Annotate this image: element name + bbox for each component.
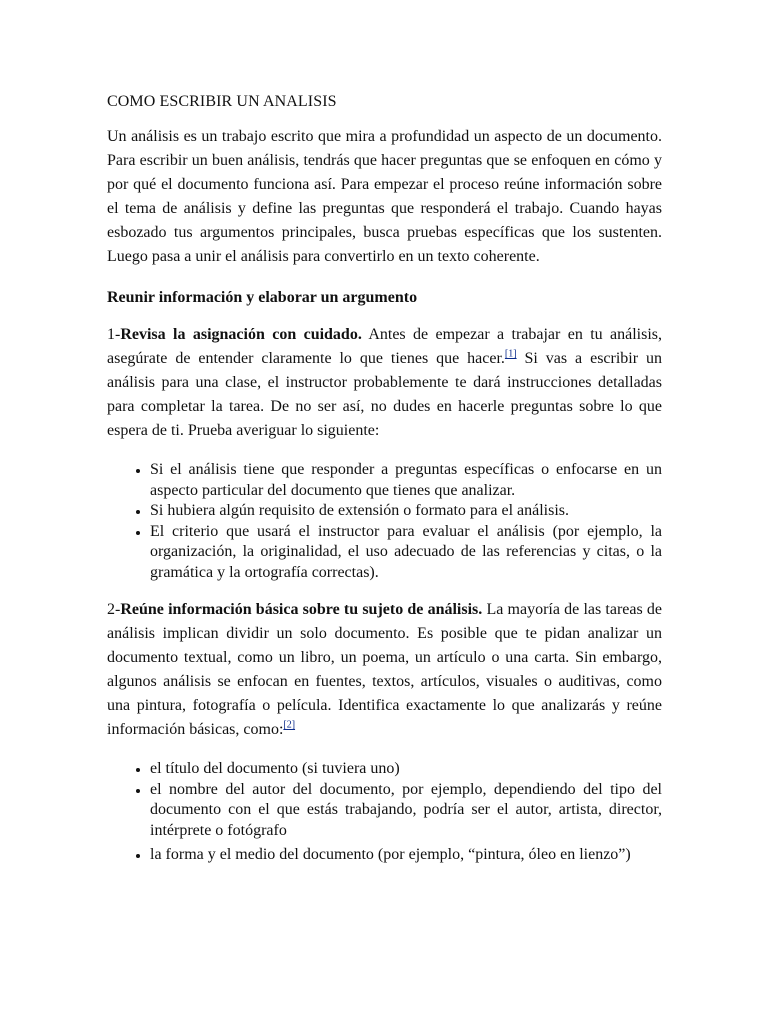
section-heading: Reunir información y elaborar un argumento [107,289,418,306]
list-item: • el título del documento (si tuviera uno) [150,759,662,780]
step1-bullet-list [107,460,662,583]
step2-paragraph [107,598,662,742]
intro-paragraph: Un análisis es un trabajo escrito que mira a profundidad un aspecto de un documento. Para escribir un buen análisis, tendrás que hacer preguntas que se enfoquen en cómo y por qué el documento funciona así. Para empezar el proceso reúne información sobre el tema de análisis y define las preguntas que responderá el trabajo. Cuando hayas esbozado tus argumentos principales, busca pruebas específicas que los sustenten. Luego pasa a unir el análisis para convertirlo en un texto coherente. [107,128,662,265]
step1-text-b: Si vas a escribir un análisis para una clase, el instructor probablemente te dará instrucciones detalladas para completar la tarea. De no ser así, no dudes en hacerle preguntas sobre lo que espera de ti. Prueba averiguar lo siguiente: [107,350,662,439]
step2-bullet-list [107,759,662,866]
step2-lead: Reúne información básica sobre tu sujeto de análisis. [120,601,483,618]
step1-lead: Revisa la asignación con cuidado. [120,326,362,343]
document-title: COMO ESCRIBIR UN ANALISIS [107,93,337,110]
step1-paragraph [107,323,662,443]
list-item: • Si el análisis tiene que responder a preguntas específicas o enfocarse en un aspecto particular del documento que tienes que analizar. [150,460,662,501]
list-item: • la forma y el medio del documento (por ejemplo, “pintura, óleo en lienzo”) [150,845,662,866]
footnote-link-2[interactable]: [2] [283,719,296,731]
footnote-link-1[interactable]: [1] [504,348,517,360]
step1-number: 1- [107,326,121,343]
step1-text-a: Antes de empezar a trabajar en tu análisis, asegúrate de entender claramente lo que tienes que hacer. [107,326,663,367]
step2-text-a: La mayoría de las tareas de análisis implican dividir un solo documento. Es posible que te pidan analizar un documento textual, como un libro, un poema, un artículo o una carta. Sin embargo, algunos análisis se enfocan en fuentes, textos, artículos, visuales o auditivas, como una pintura, fotografía o película. Identifica exactamente lo que analizarás y reúne información básicas, como: [107,601,663,738]
step2-number: 2- [107,601,121,618]
list-item: • Si hubiera algún requisito de extensión o formato para el análisis. [150,501,662,522]
list-item: • el nombre del autor del documento, por ejemplo, dependiendo del tipo del documento con el que estás trabajando, podría ser el autor, artista, director, intérprete o fotógrafo [150,780,662,842]
list-item: • El criterio que usará el instructor para evaluar el análisis (por ejemplo, la organización, la originalidad, el uso adecuado de las referencias y citas, o la gramática y la ortografía correctas). [150,522,662,584]
